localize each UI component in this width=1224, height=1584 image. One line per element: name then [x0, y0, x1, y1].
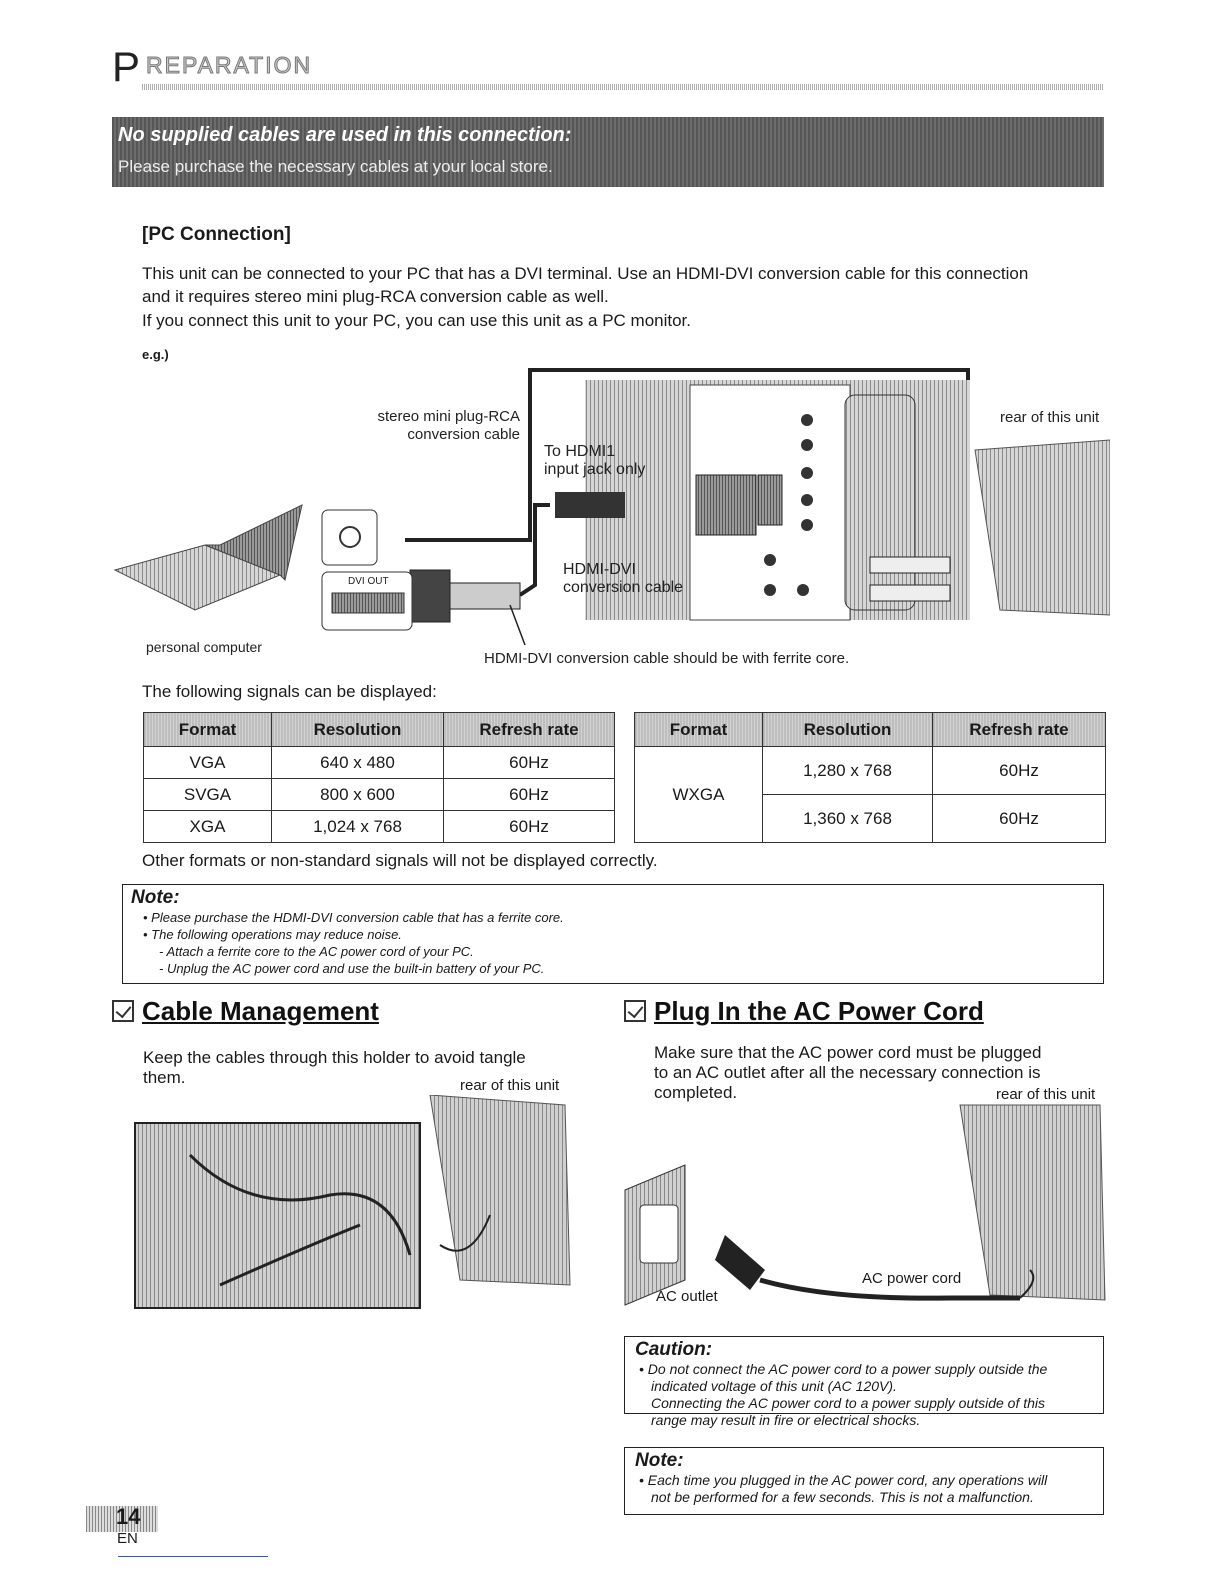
ac-power-text: Make sure that the AC power cord must be plugged to an AC outlet after all the necessary connection is completed. [654, 1043, 1042, 1102]
ac-outlet-label: AC outlet [656, 1288, 718, 1305]
hdmi-plug [555, 492, 625, 518]
footer-rule [118, 1556, 268, 1557]
dvi-out-label: DVI OUT [348, 576, 389, 587]
col-refresh: Refresh rate [444, 713, 615, 747]
language-code: EN [117, 1530, 138, 1547]
note-box-2: Note: • Each time you plugged in the AC power cord, any operations will not be performed for a few seconds. This is not a malfunction. [624, 1447, 1104, 1515]
note-box: Note: • Please purchase the HDMI-DVI conversion cable that has a ferrite core. • The following operations may reduce noise. - Attach a ferrite core to the AC power cord of your PC. - Unplug the AC power cord and use the built-in battery of your PC. [122, 884, 1104, 984]
signals-table-left [143, 712, 615, 843]
header-initial: P [112, 43, 141, 90]
rear-unit-label: rear of this unit [1000, 409, 1100, 426]
col-format: Format [144, 713, 272, 747]
dvi-adapter [410, 570, 450, 622]
banner-headline: No supplied cables are used in this connection: [118, 124, 572, 146]
tv-body [975, 440, 1110, 615]
pc-paragraph-3: If you connect this unit to your PC, you can use this unit as a PC monitor. [142, 311, 692, 330]
cable-holder-illustration [130, 1095, 580, 1315]
pc-connection-diagram [110, 365, 1110, 675]
checkbox-icon [112, 1000, 134, 1022]
pc-paragraph-2: and it requires stereo mini plug-RCA conversion cable as well. [142, 287, 609, 306]
signals-table-right [634, 712, 1106, 843]
stereo-cable-label: stereo mini plug-RCA conversion cable [377, 408, 520, 443]
table-row: 1,360 x 768 60Hz [635, 795, 1106, 843]
notice-banner [112, 117, 1104, 187]
col-refresh: Refresh rate [933, 713, 1106, 747]
header-rule [142, 84, 1104, 90]
caution-title: Caution: [635, 1339, 713, 1360]
cable-management-title: Cable Management [112, 996, 379, 1027]
diagram-illustration [110, 365, 1110, 675]
ferrite-note: HDMI-DVI conversion cable should be with ferrite core. [484, 650, 850, 667]
caution-box: Caution: • Do not connect the AC power cord to a power supply outside the indicated voltage of this unit (AC 120V). Connecting the AC power cord to a power supply outside of this range may result in fire or electrical shocks. [624, 1336, 1104, 1414]
banner-subline: Please purchase the necessary cables at your local store. [118, 157, 553, 176]
audio-port-callout [322, 510, 377, 565]
col-format: Format [635, 713, 763, 747]
pc-label: personal computer [146, 639, 262, 655]
audio-out-jack [758, 475, 782, 525]
table-row: VGA 640 x 480 60Hz [144, 747, 615, 779]
cable-management-text: Keep the cables through this holder to avoid tangle them. [143, 1048, 526, 1087]
ac-cord-label: AC power cord [862, 1270, 962, 1287]
side-input-panel [845, 395, 915, 610]
pc-paragraph-1: This unit can be connected to your PC that has a DVI terminal. Use an HDMI-DVI conversion cable for this connection [142, 264, 1029, 283]
example-label: e.g.) [142, 347, 169, 362]
hdmi-dvi-label: HDMI-DVI conversion cable [563, 561, 684, 596]
hdmi1-jack [696, 475, 756, 535]
col-resolution: Resolution [272, 713, 444, 747]
page-number-badge [86, 1506, 158, 1532]
checkbox-icon [624, 1000, 646, 1022]
col-resolution: Resolution [763, 713, 933, 747]
table-row: XGA 1,024 x 768 60Hz [144, 811, 615, 843]
note-title-2: Note: [635, 1450, 684, 1471]
cable-rear-label: rear of this unit [460, 1077, 560, 1094]
page-number: 14 [116, 1504, 141, 1529]
hdmi-input-label: To HDMI1 input jack only [544, 443, 646, 478]
ac-power-title: Plug In the AC Power Cord [624, 996, 984, 1027]
ac-cord-illustration [620, 1100, 1110, 1320]
ac-rear-label: rear of this unit [996, 1086, 1096, 1103]
header-title: REPARATION [146, 52, 313, 78]
pc-connection-heading: [PC Connection] [142, 224, 291, 245]
table-row: SVGA 800 x 600 60Hz [144, 779, 615, 811]
note-title: Note: [131, 887, 180, 908]
signals-lead: The following signals can be displayed: [142, 682, 437, 701]
page-header [112, 44, 1104, 90]
table-row: WXGA 1,280 x 768 60Hz [635, 747, 1106, 795]
other-formats-note: Other formats or non-standard signals will not be displayed correctly. [142, 851, 658, 870]
